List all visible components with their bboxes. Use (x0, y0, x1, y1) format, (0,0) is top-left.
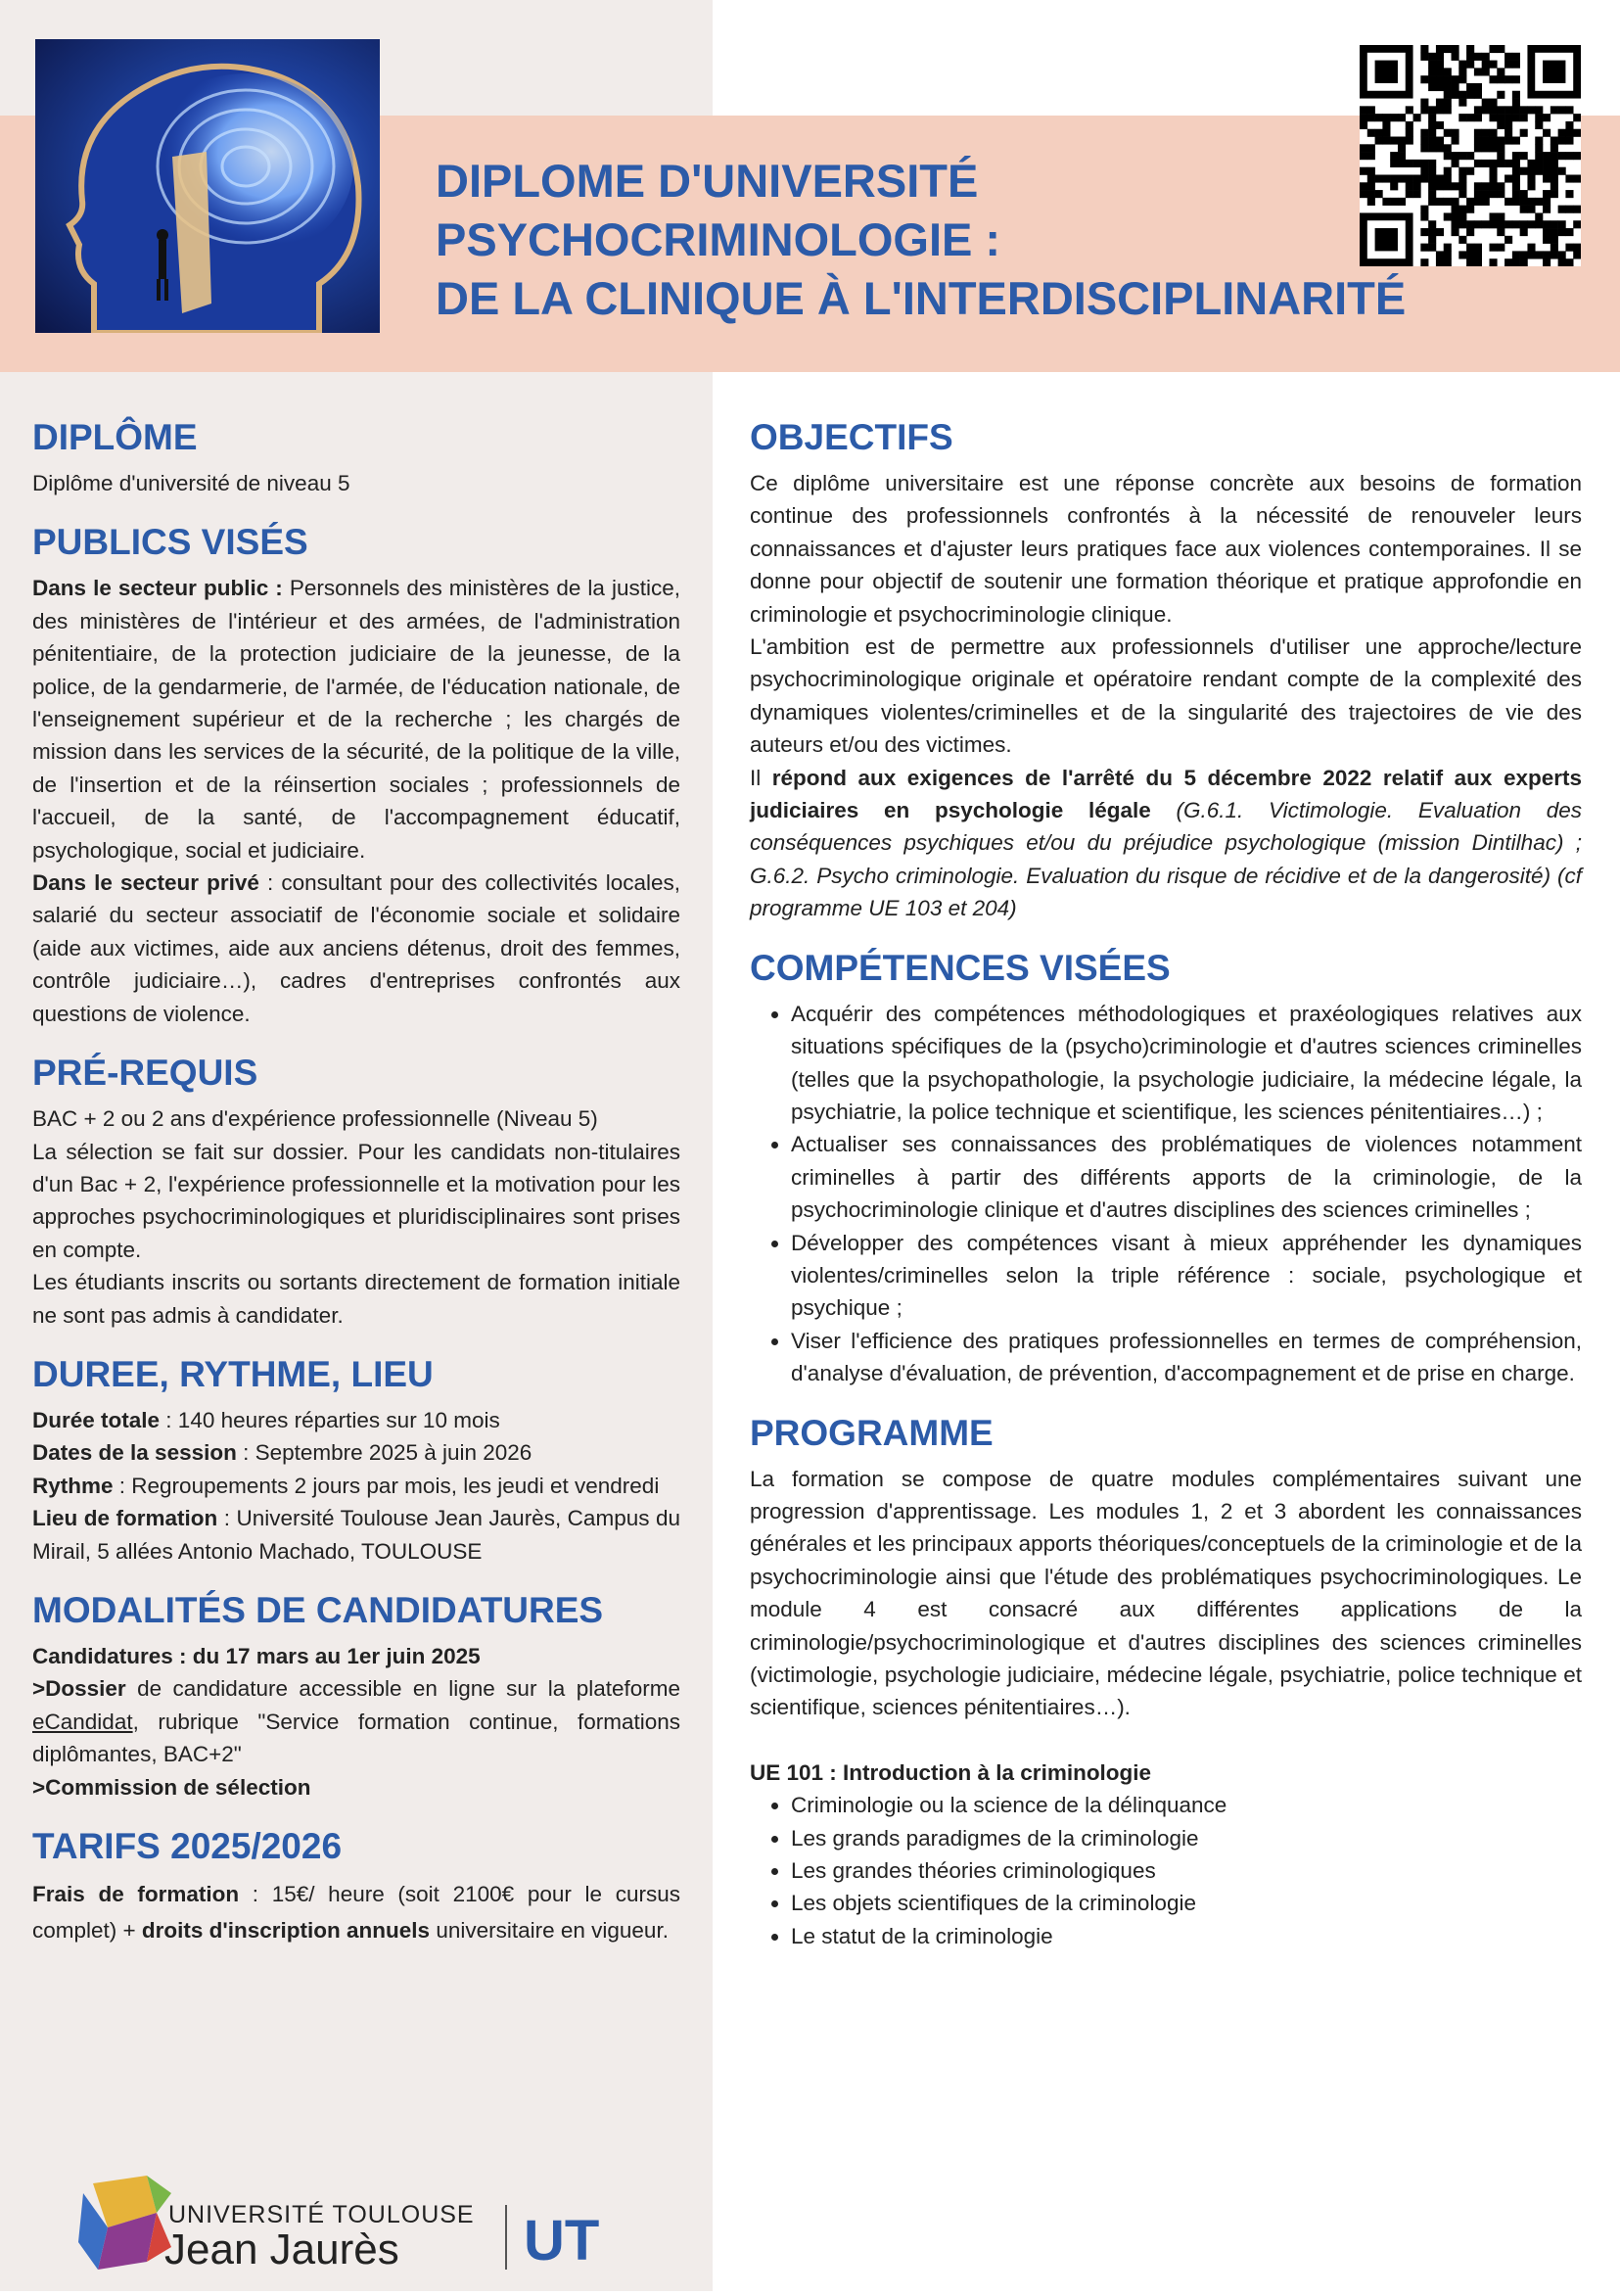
section-competences (750, 947, 1582, 1390)
ue-title-text: UE 101 : Introduction à la criminologie (750, 1759, 1152, 1785)
section-programme (750, 1412, 1582, 1953)
left-column (32, 416, 680, 1970)
duree-label: Lieu de formation (32, 1506, 218, 1531)
section-objectifs (750, 416, 1582, 925)
logo-mark-ut: UT (524, 2209, 600, 2273)
list-item: • Actualiser ses connaissances des problématiques de violences notamment criminelles à partir des différents apports de la criminologie, de la psychocriminologie clinique et d'autres disciplines des sciences criminelles ; (791, 1128, 1582, 1226)
modalites-commission (32, 1771, 680, 1804)
objectifs-p3-bold: répond aux exigences de l'arrêté du 5 décembre 2022 relatif aux experts judiciaires en psychologie légale (750, 765, 1582, 823)
duree-label: Dates de la session (32, 1440, 237, 1466)
logo-line-2: Jean Jaurès (164, 2226, 399, 2273)
heading-modalites: MODALITÉS DE CANDIDATURES (32, 1589, 604, 1630)
prerequis-p2: La sélection se fait sur dossier. Pour les candidats non-titulaires d'un Bac + 2, l'expérience professionnelle et la motivation pour les approches psychocriminologiques et pluridisciplinaires sont prises en compte. (32, 1139, 680, 1262)
logo-line-1: UNIVERSITÉ TOULOUSE (168, 2201, 475, 2228)
duree-label: Rythme (32, 1473, 114, 1498)
objectifs-p3-start: Il (750, 765, 772, 790)
duree-value: : Septembre 2025 à juin 2026 (236, 1440, 532, 1466)
tarifs-text-1: : 15€/ heure (soit 2100€ pour le cursus complet) + (32, 1882, 680, 1943)
modalites-dates-text: Candidatures : du 17 mars au 1er juin 2025 (32, 1643, 481, 1668)
university-logo (0, 2154, 713, 2291)
duree-row (32, 1502, 680, 1568)
heading-tarifs: TARIFS 2025/2026 (32, 1826, 343, 1866)
logo-mark-icon (78, 2176, 171, 2270)
publics-public-text: Personnels des ministères de la justice, des ministères de l'intérieur et des armées, de l'administration pénitentiaire, de la protection judiciaire de la jeunesse, de la police, de la gendarmerie, de l'armée, de l'éducation nationale, de l'enseignement supérieur et de la recherche ; les chargés de mission dans les services de la sécurité, de la politique de la ville, de l'insertion et de la réinsertion sociales ; professionnels de l'accueil, de la santé, de l'accompagnement éducatif, psychologique, social et judiciaire. (32, 576, 680, 863)
publics-public-label: Dans le secteur public : (32, 576, 283, 601)
dossier-text-1: de candidature accessible en ligne sur la plateforme (125, 1676, 680, 1702)
dossier-text-2: , rubrique "Service formation continue, formations diplômantes, BAC+2" (32, 1709, 680, 1767)
hero-image (35, 39, 380, 333)
section-publics (32, 521, 680, 1030)
publics-private-paragraph (32, 867, 680, 1030)
list-item: • Les objets scientifiques de la criminologie (791, 1887, 1582, 1919)
duree-value: : Regroupements 2 jours par mois, les jeudi et vendredi (113, 1473, 660, 1498)
dossier-label: >Dossier (32, 1676, 126, 1702)
list-item: • Criminologie ou la science de la délinquance (791, 1789, 1582, 1821)
right-column (750, 416, 1582, 1974)
prerequis-p1: BAC + 2 ou 2 ans d'expérience professionnelle (Niveau 5) (32, 1106, 598, 1132)
list-item: • Le statut de la criminologie (791, 1920, 1582, 1952)
modalites-dates (32, 1640, 680, 1672)
heading-programme: PROGRAMME (750, 1412, 994, 1453)
objectifs-p3 (750, 762, 1582, 925)
objectifs-p3-italic: (G.6.1. Victimologie. Evaluation des conséquences psychiques et/ou du préjudice psychologique (mission Dintilhac) ; G.6.2. Psycho criminologie. Evaluation du risque de récidive et de la dangerosité) (cf programme UE 103 et 204) (750, 798, 1582, 921)
title-line: DE LA CLINIQUE À L'INTERDISCIPLINARITÉ (436, 272, 1407, 324)
heading-objectifs: OBJECTIFS (750, 417, 953, 457)
footer (0, 2154, 713, 2291)
heading-prerequis: PRÉ-REQUIS (32, 1053, 258, 1094)
objectifs-p1: Ce diplôme universitaire est une réponse concrète aux besoins de formation continue des professionnels confrontés à la nécessité de renouveler leurs connaissances et d'ajuster leurs pratiques face aux violences contemporaines. Il se donne pour objectif de soutenir une formation théorique et pratique approfondie en criminologie et psychocriminologie clinique. (750, 471, 1582, 627)
list-item: • Les grands paradigmes de la criminologie (791, 1822, 1582, 1854)
section-prerequis (32, 1052, 680, 1332)
programme-p1: La formation se compose de quatre modules complémentaires suivant une progression d'apprentissage. Les modules 1, 2 et 3 abordent les connaissances générales et les principaux apports théoriques/conceptuels de la criminologie et de la psychocriminologie ainsi que l'étude des problématiques psychocriminologiques. Le module 4 est consacré aux différentes applications de la criminologie/psychocriminologique et d'autres disciplines des sciences criminelles (victimologie, psychologie judiciaire, médecine légale, psychiatrie, police technique et scientifique, sciences pénitentiaires…). (750, 1466, 1582, 1720)
spacer (750, 1724, 1582, 1757)
duree-row (32, 1470, 680, 1502)
ue-list (750, 1789, 1582, 1952)
tarifs-text (32, 1876, 680, 1948)
title-line: PSYCHOCRIMINOLOGIE : (436, 213, 1001, 265)
duree-row (32, 1404, 680, 1436)
maze-head-illustration (35, 39, 380, 333)
heading-diplome: DIPLÔME (32, 417, 198, 457)
list-item: • Acquérir des compétences méthodologiques et praxéologiques relatives aux situations spécifiques de la (psycho)criminologie et d'autres sciences criminelles (telles que la psychopathologie, la psychologie judiciaire, la médecine légale, la psychiatrie, la police technique et scientifique, les sciences pénitentiaires…) ; (791, 998, 1582, 1129)
duree-value: : Université Toulouse Jean Jaurès, Campus du Mirail, 5 allées Antonio Machado, TOULOUSE (32, 1506, 680, 1564)
section-duree (32, 1353, 680, 1568)
duree-row (32, 1436, 680, 1469)
publics-private-text: : consultant pour des collectivités locales, salarié du secteur associatif de l'économie sociale et solidaire (aide aux victimes, aide aux anciens détenus, droit des femmes, contrôle judiciaire…), cadres d'entreprises confrontés aux questions de violence. (32, 870, 680, 1026)
commission-text: >Commission de sélection (32, 1774, 311, 1800)
heading-publics: PUBLICS VISÉS (32, 522, 308, 563)
title-line: DIPLOME D'UNIVERSITÉ (436, 155, 979, 207)
page-title (436, 152, 1406, 328)
prerequis-p3: Les étudiants inscrits ou sortants directement de formation initiale ne sont pas admis à candidater. (32, 1270, 680, 1328)
tarifs-label-2: droits d'inscription annuels (141, 1918, 431, 1943)
section-tarifs (32, 1825, 680, 1948)
section-diplome (32, 416, 680, 499)
tarifs-text-2: universitaire en vigueur. (430, 1918, 669, 1943)
tarifs-label-1: Frais de formation (32, 1882, 240, 1906)
publics-public-paragraph (32, 572, 680, 867)
modalites-dossier (32, 1672, 680, 1770)
objectifs-p2: L'ambition est de permettre aux professionnels d'utiliser une approche/lecture psychocriminologique originale et opératoire rendant compte de la complexité des dynamiques violentes/criminelles et de la singularité des trajectoires de vie des auteurs et/ou des victimes. (750, 634, 1582, 758)
publics-private-label: Dans le secteur privé (32, 870, 259, 896)
list-item: • Développer des compétences visant à mieux appréhender les dynamiques violentes/criminelles selon la triple référence : sociale, psychologique et psychique ; (791, 1227, 1582, 1325)
duree-label: Durée totale (32, 1407, 161, 1432)
duree-value: : 140 heures réparties sur 10 mois (160, 1407, 500, 1432)
heading-competences: COMPÉTENCES VISÉES (750, 947, 1171, 988)
ue-title (750, 1757, 1582, 1789)
diplome-text: Diplôme d'université de niveau 5 (32, 471, 350, 495)
section-modalites (32, 1589, 680, 1804)
competences-list (750, 998, 1582, 1390)
list-item: • Viser l'efficience des pratiques professionnelles en termes de compréhension, d'analyse d'évaluation, de prévention, d'accompagnement et de prise en charge. (791, 1325, 1582, 1390)
ecandidat-link[interactable]: eCandidat (32, 1709, 133, 1734)
list-item: • Les grandes théories criminologiques (791, 1854, 1582, 1887)
heading-duree: DUREE, RYTHME, LIEU (32, 1353, 434, 1394)
